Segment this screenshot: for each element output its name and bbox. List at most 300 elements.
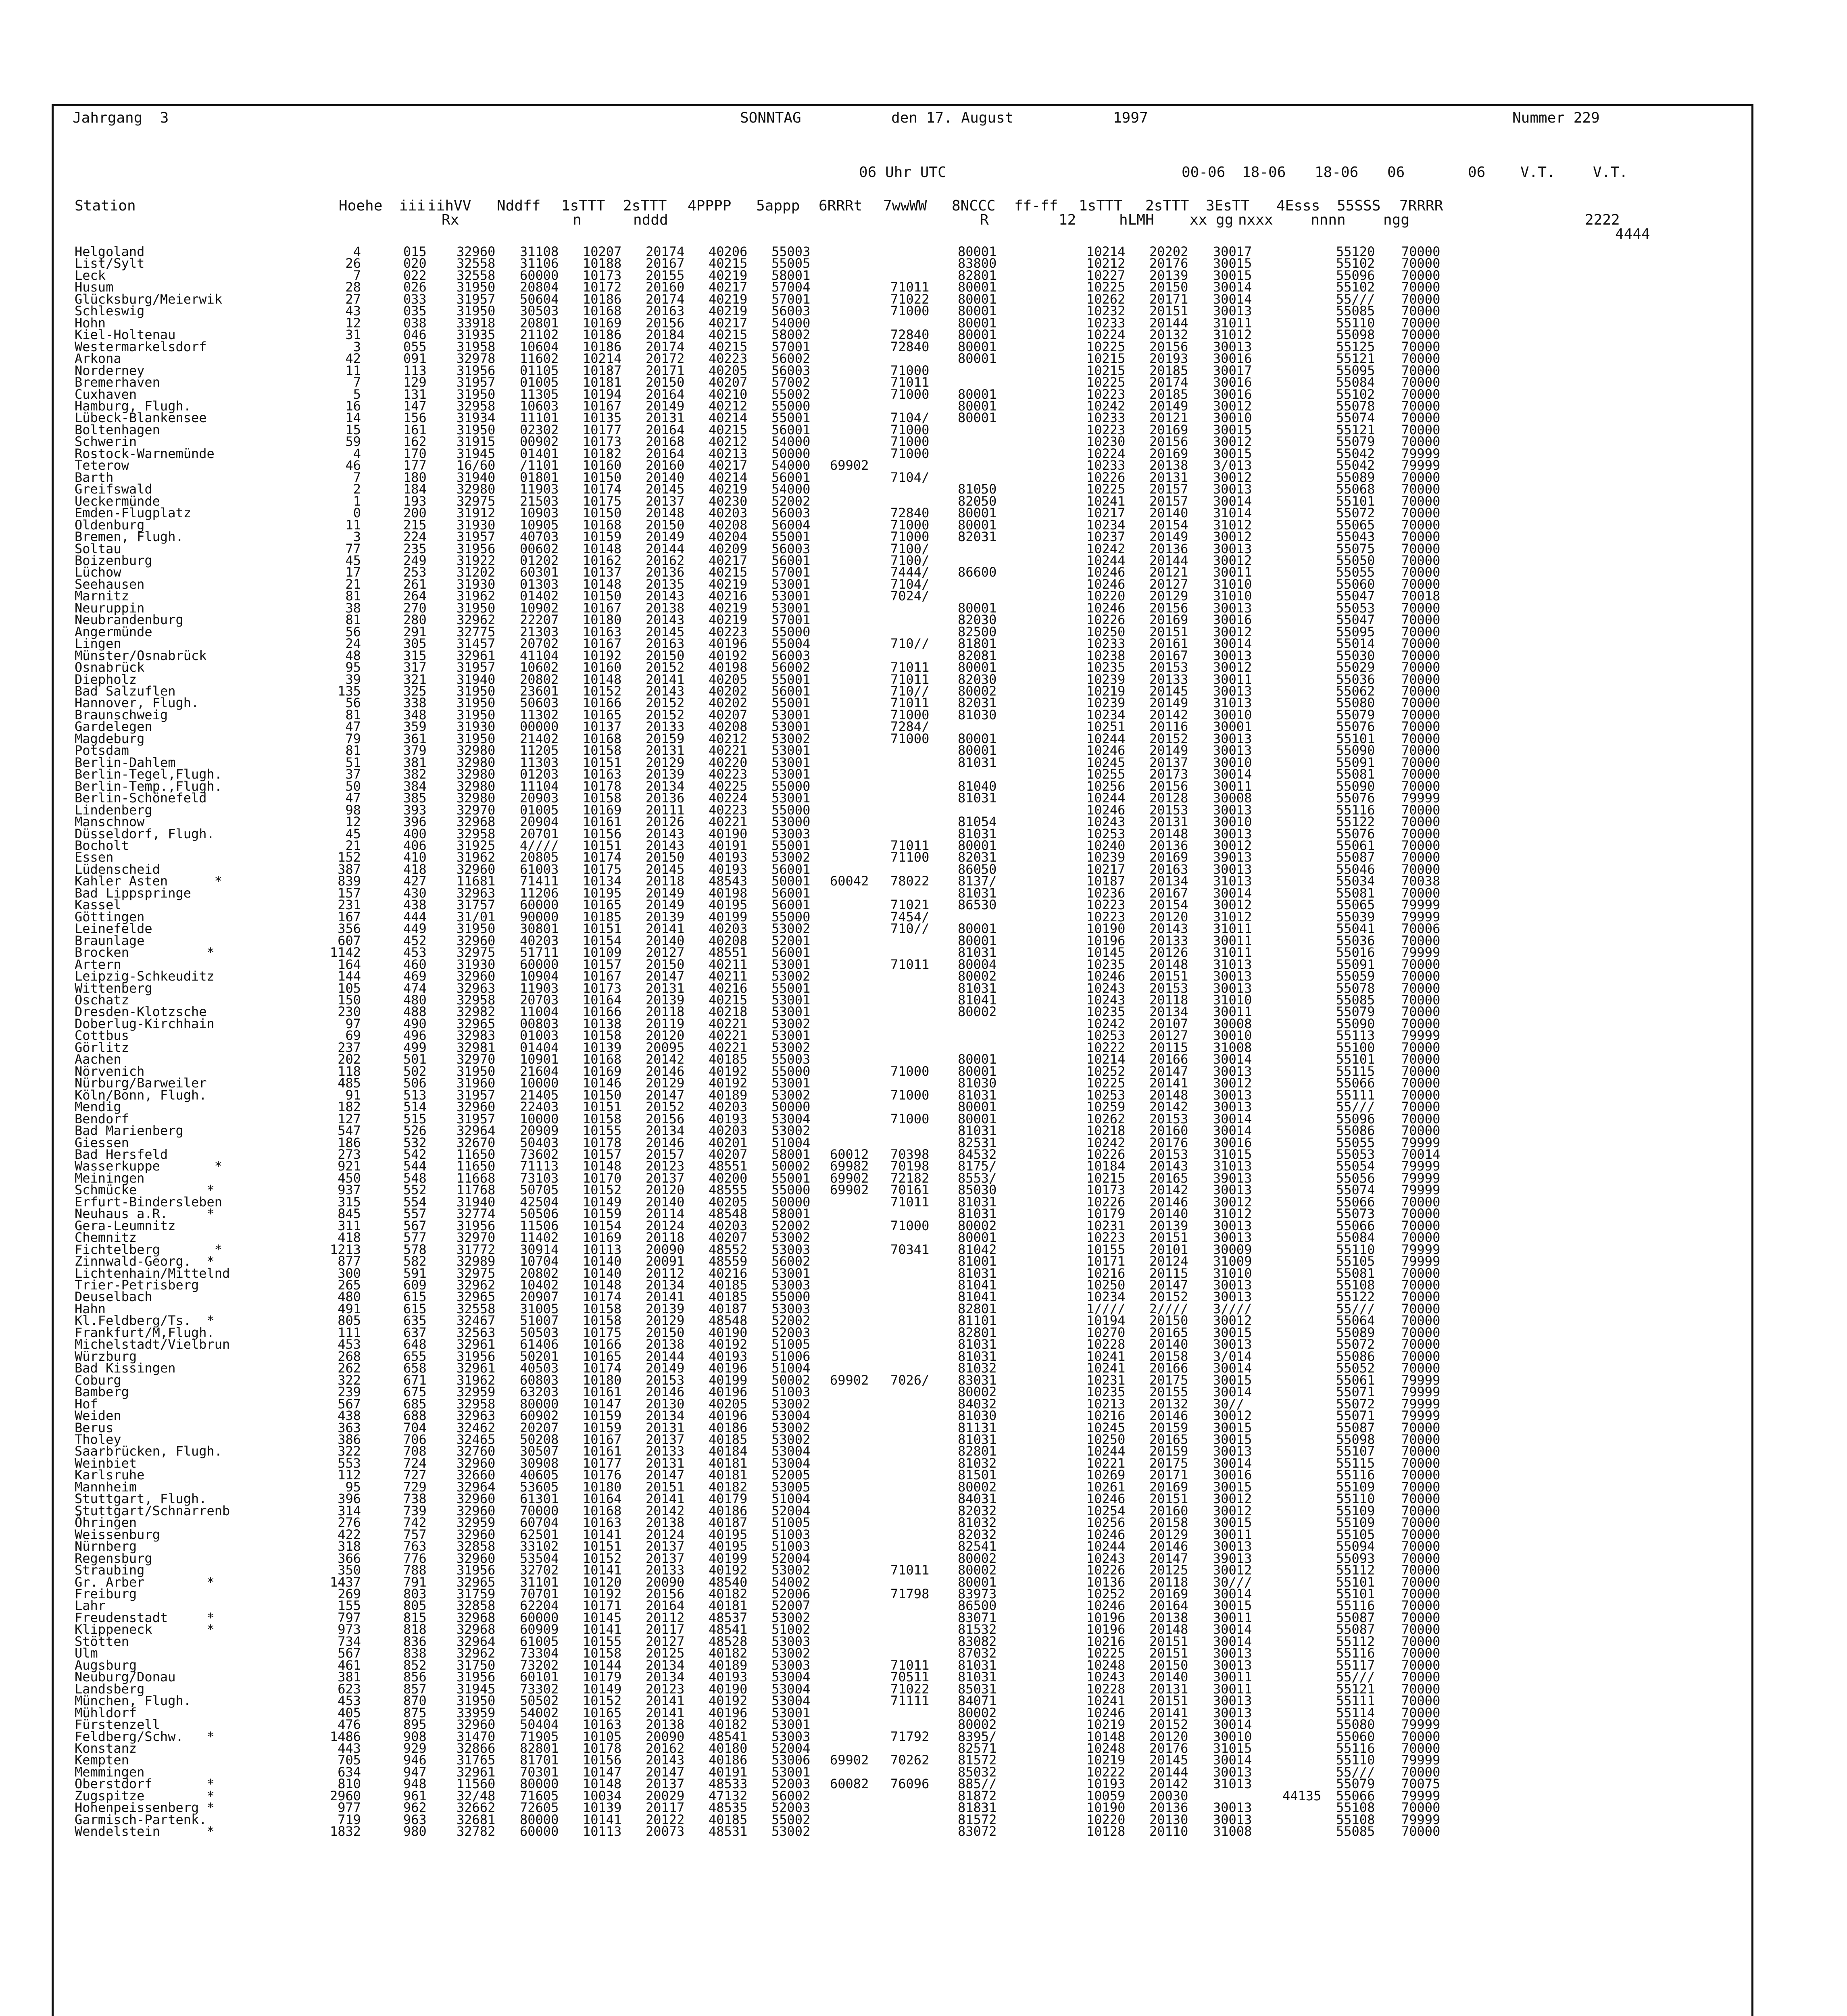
station-value: 20156	[1149, 339, 1188, 354]
station-value: 55087	[1336, 1622, 1375, 1637]
station-value: 30013	[1213, 980, 1252, 996]
station-value: 948	[403, 1776, 427, 1792]
station-value: 71011	[890, 279, 930, 295]
station-value: 79999	[1401, 458, 1440, 473]
station-value: 20128	[1149, 790, 1188, 806]
station-value: 31008	[1213, 1039, 1252, 1055]
station-value: 20138	[1149, 458, 1188, 473]
station-value: 98	[345, 802, 361, 818]
station-value: 239	[338, 1384, 361, 1400]
station-value: 262	[338, 1360, 361, 1376]
station-value: 32960	[457, 1455, 496, 1471]
station-value: 11506	[520, 1218, 559, 1233]
station-value: 20143	[646, 683, 685, 699]
station-name: Ulm	[75, 1645, 98, 1661]
station-value: 20157	[1149, 481, 1188, 497]
station-value: 30013	[1213, 1218, 1252, 1233]
station-value: 193	[403, 493, 427, 509]
station-value: 20118	[646, 1230, 685, 1245]
station-value: 937	[338, 1182, 361, 1198]
station-value: 39	[345, 671, 361, 687]
station-name: Schwerin	[75, 434, 137, 450]
station-value: 55095	[1336, 624, 1375, 639]
station-value: 31930	[457, 719, 496, 735]
station-value: 60301	[520, 564, 559, 580]
station-value: 55112	[1336, 1633, 1375, 1649]
station-value: 710//	[890, 683, 930, 699]
station-value: 20152	[646, 707, 685, 723]
station-value: 338	[403, 695, 427, 711]
station-value: 40182	[709, 1645, 748, 1661]
station-value: 20140	[646, 469, 685, 485]
station-value: 81801	[958, 636, 997, 652]
station-value: 71000	[890, 1087, 930, 1103]
station-value: 10233	[1086, 315, 1126, 331]
station-value: 10243	[1086, 814, 1126, 830]
station-value: 58001	[771, 1146, 811, 1162]
station-value: 20131	[1149, 469, 1188, 485]
station-value: 554	[403, 1194, 427, 1210]
station-value: 10151	[583, 1539, 622, 1554]
station-value: 70000	[520, 1503, 559, 1518]
station-value: 20148	[1149, 1087, 1188, 1103]
station-value: 20129	[646, 1313, 685, 1329]
station-value: 10239	[1086, 695, 1126, 711]
column-header: 7RRRR	[1399, 198, 1443, 214]
station-value: 10156	[583, 1752, 622, 1768]
station-value: 20120	[1149, 1729, 1188, 1744]
station-name: Wendelstein *	[75, 1824, 215, 1839]
station-value: 20133	[646, 1443, 685, 1459]
station-value: 10216	[1086, 1408, 1126, 1424]
station-value: 10246	[1086, 1705, 1126, 1720]
station-value: 70000	[1401, 1420, 1440, 1435]
station-value: 02302	[520, 422, 559, 437]
station-value: 856	[403, 1669, 427, 1685]
station-value: 20150	[1149, 279, 1188, 295]
station-value: 40205	[709, 1396, 748, 1412]
station-value: 47	[345, 719, 361, 735]
group-header: 18-06	[1315, 164, 1359, 181]
station-value: 20146	[646, 1384, 685, 1400]
station-value: 70000	[1401, 1491, 1440, 1507]
station-value: 71000	[890, 1063, 930, 1079]
station-value: 10192	[583, 648, 622, 663]
station-value: 30014	[1213, 1052, 1252, 1067]
station-name: Hamburg, Flugh.	[75, 398, 191, 414]
station-value: 40184	[709, 1443, 748, 1459]
station-value: 249	[403, 552, 427, 568]
station-value: 40205	[709, 362, 748, 378]
station-value: 264	[403, 588, 427, 604]
station-value: 81001	[958, 1254, 997, 1269]
station-value: 20149	[646, 398, 685, 414]
station-value: 20137	[646, 1432, 685, 1447]
station-value: 46	[345, 458, 361, 473]
station-value: 16/60	[457, 458, 496, 473]
station-value: 70511	[890, 1669, 930, 1685]
station-value: 20149	[646, 885, 685, 901]
station-value: 55055	[1336, 564, 1375, 580]
station-name: Trier-Petrisberg	[75, 1277, 199, 1293]
station-value: 55066	[1336, 1218, 1375, 1233]
station-value: 20142	[1149, 1182, 1188, 1198]
station-value: 10196	[1086, 933, 1126, 948]
station-value: 72182	[890, 1170, 930, 1186]
station-name: Karlsruhe	[75, 1467, 145, 1483]
station-value: 40192	[709, 1063, 748, 1079]
station-name: Bocholt	[75, 838, 129, 853]
station-value: 80001	[958, 386, 997, 402]
station-value: 54002	[520, 1705, 559, 1720]
station-value: 40199	[709, 909, 748, 925]
station-value: 20141	[646, 1491, 685, 1507]
station-value: 791	[403, 1574, 427, 1590]
station-value: 50002	[771, 1372, 811, 1388]
station-value: 80002	[958, 1384, 997, 1400]
column-header: 1sTTT	[561, 198, 605, 214]
station-value: 57001	[771, 612, 811, 628]
station-value: 70000	[1401, 303, 1440, 319]
station-value: 40218	[709, 1004, 748, 1020]
station-value: 10242	[1086, 541, 1126, 556]
station-value: 231	[338, 897, 361, 913]
station-value: 10244	[1086, 552, 1126, 568]
station-value: 10230	[1086, 434, 1126, 450]
station-value: 50503	[520, 1325, 559, 1340]
station-value: 32681	[457, 1812, 496, 1827]
station-value: 20150	[646, 1325, 685, 1340]
station-value: 10151	[583, 921, 622, 937]
station-name: Nörvenich	[75, 1063, 145, 1079]
station-value: 10215	[1086, 1170, 1126, 1186]
station-value: 20162	[646, 552, 685, 568]
station-value: 10156	[583, 826, 622, 841]
station-value: 10168	[583, 517, 622, 533]
station-value: 10159	[583, 1408, 622, 1424]
station-value: 32961	[457, 1764, 496, 1780]
station-value: 40203	[709, 1123, 748, 1139]
station-value: 30012	[1213, 1194, 1252, 1210]
station-value: 10604	[520, 339, 559, 354]
station-value: 53002	[771, 1396, 811, 1412]
station-value: 20903	[520, 790, 559, 806]
station-value: 10173	[583, 267, 622, 283]
station-value: 53002	[771, 1087, 811, 1103]
station-value: 20176	[1149, 256, 1188, 271]
station-value: 10167	[583, 1432, 622, 1447]
station-value: 71000	[890, 422, 930, 437]
station-value: 20165	[1149, 1325, 1188, 1340]
station-value: 70000	[1401, 564, 1440, 580]
station-value: 20116	[1149, 719, 1188, 735]
station-value: 10113	[583, 1824, 622, 1839]
station-value: 739	[403, 1503, 427, 1518]
station-value: 30013	[1213, 1443, 1252, 1459]
station-value: 53001	[771, 743, 811, 758]
station-value: 10223	[1086, 897, 1126, 913]
station-value: 908	[403, 1729, 427, 1744]
station-value: 946	[403, 1752, 427, 1768]
station-value: 40219	[709, 600, 748, 616]
station-value: 55116	[1336, 1467, 1375, 1483]
station-value: 57001	[771, 339, 811, 354]
station-value: 31935	[457, 327, 496, 343]
station-value: 30013	[1213, 1337, 1252, 1352]
station-value: 80001	[958, 1063, 997, 1079]
station-value: 31	[345, 327, 361, 343]
station-value: 53001	[771, 1265, 811, 1281]
station-value: 30013	[1213, 541, 1252, 556]
station-value: 55003	[771, 1052, 811, 1067]
station-value: 80001	[958, 505, 997, 521]
station-value: 20141	[646, 1693, 685, 1709]
station-value: 31950	[457, 695, 496, 711]
station-value: 70000	[1401, 422, 1440, 437]
station-value: 55///	[1336, 291, 1375, 307]
station-value: 81031	[958, 826, 997, 841]
station-value: 53004	[771, 1408, 811, 1424]
station-value: 30011	[1213, 564, 1252, 580]
station-value: 10169	[583, 315, 622, 331]
station-value: 20169	[1149, 446, 1188, 461]
station-name: Lübeck-Blankensee	[75, 410, 207, 426]
station-value: 438	[403, 897, 427, 913]
station-value: 10174	[583, 1289, 622, 1305]
station-value: 20207	[520, 1420, 559, 1435]
station-value: 167	[338, 909, 361, 925]
station-value: 70000	[1401, 1432, 1440, 1447]
station-value: 150	[338, 992, 361, 1008]
station-value: 20137	[646, 1550, 685, 1566]
station-value: 30012	[1213, 1491, 1252, 1507]
station-value: 11302	[520, 707, 559, 723]
station-value: 30013	[1213, 1099, 1252, 1115]
station-value: 10148	[583, 1277, 622, 1293]
station-value: 20122	[646, 1812, 685, 1827]
station-value: 962	[403, 1800, 427, 1816]
station-value: 40215	[709, 256, 748, 271]
station-value: 727	[403, 1467, 427, 1483]
station-value: 22403	[520, 1099, 559, 1115]
station-value: 55076	[1336, 790, 1375, 806]
station-value: 81031	[958, 1669, 997, 1685]
station-value: 10186	[583, 339, 622, 354]
station-name: Teterow	[75, 458, 129, 473]
station-value: 55111	[1336, 1087, 1375, 1103]
station-value: 10221	[1086, 1455, 1126, 1471]
station-value: 55001	[771, 671, 811, 687]
station-value: 582	[403, 1254, 427, 1269]
station-value: 113	[403, 362, 427, 378]
column-subheader: 4444	[1615, 226, 1650, 242]
station-value: 81030	[958, 1408, 997, 1424]
station-value: 10157	[583, 1146, 622, 1162]
station-value: 81031	[958, 1348, 997, 1364]
station-value: 20115	[1149, 1039, 1188, 1055]
station-value: 55056	[1336, 1170, 1375, 1186]
station-value: 56004	[771, 517, 811, 533]
station-value: 70000	[1401, 1669, 1440, 1685]
station-value: 55002	[771, 1812, 811, 1827]
station-value: 50002	[771, 1158, 811, 1174]
station-value: 80000	[520, 1776, 559, 1792]
station-value: 20131	[646, 1420, 685, 1435]
station-name: Berlin-Temp.,Flugh.	[75, 778, 223, 794]
station-value: 200	[403, 505, 427, 521]
station-value: 548	[403, 1170, 427, 1186]
station-value: 11205	[520, 743, 559, 758]
station-value: 00602	[520, 541, 559, 556]
station-value: 20151	[1149, 1693, 1188, 1709]
station-value: 30014	[1213, 1111, 1252, 1127]
station-value: 40223	[709, 802, 748, 818]
station-value: 70000	[1401, 850, 1440, 865]
station-value: 48559	[709, 1254, 748, 1269]
station-value: 32960	[457, 1099, 496, 1115]
station-value: 70000	[1401, 1467, 1440, 1483]
station-value: 10150	[583, 1087, 622, 1103]
station-value: 70000	[1401, 1562, 1440, 1578]
station-value: 55112	[1336, 1562, 1375, 1578]
station-value: 10220	[1086, 1812, 1126, 1827]
station-value: 50208	[520, 1432, 559, 1447]
station-value: 70341	[890, 1241, 930, 1257]
station-value: 31956	[457, 1562, 496, 1578]
station-value: 10223	[1086, 909, 1126, 925]
station-value: 10245	[1086, 1420, 1126, 1435]
station-value: 70000	[1401, 1360, 1440, 1376]
station-value: 55061	[1336, 838, 1375, 853]
station-value: 61005	[520, 1633, 559, 1649]
station-value: 31950	[457, 731, 496, 746]
station-value: 80001	[958, 838, 997, 853]
station-value: 55052	[1336, 1360, 1375, 1376]
station-value: 86500	[958, 1598, 997, 1614]
station-value: 10059	[1086, 1788, 1126, 1804]
station-value: 506	[403, 1075, 427, 1091]
station-value: 10246	[1086, 743, 1126, 758]
column-header: 8NCCC	[952, 198, 996, 214]
station-value: 10168	[583, 1052, 622, 1067]
station-value: 53002	[771, 1016, 811, 1031]
station-value: 70000	[1401, 291, 1440, 307]
station-name: Stötten	[75, 1633, 129, 1649]
station-name: Stuttgart/Schnarrenb	[75, 1503, 230, 1518]
station-value: 55087	[1336, 850, 1375, 865]
station-value: 40208	[709, 517, 748, 533]
station-value: 56001	[771, 897, 811, 913]
station-value: 01402	[520, 588, 559, 604]
station-name: Neuruppin	[75, 600, 145, 616]
station-value: 20801	[520, 315, 559, 331]
station-value: 60000	[520, 1610, 559, 1625]
station-value: 2960	[329, 1788, 361, 1804]
station-value: 81532	[958, 1622, 997, 1637]
station-value: 20147	[646, 968, 685, 984]
station-value: 10147	[583, 1396, 622, 1412]
station-name: Doberlug-Kirchhain	[75, 1016, 215, 1031]
station-value: 742	[403, 1515, 427, 1531]
station-value: 55120	[1336, 244, 1375, 259]
station-value: 81032	[958, 1515, 997, 1531]
station-value: 818	[403, 1622, 427, 1637]
station-value: 20163	[1149, 861, 1188, 877]
station-value: 20138	[646, 1337, 685, 1352]
station-value: 20137	[646, 1170, 685, 1186]
station-value: 61406	[520, 1337, 559, 1352]
station-value: 474	[403, 980, 427, 996]
station-value: 55109	[1336, 1479, 1375, 1495]
station-value: 81831	[958, 1800, 997, 1816]
station-value: 40210	[709, 386, 748, 402]
station-value: 10168	[583, 303, 622, 319]
station-value: 40217	[709, 279, 748, 295]
station-value: 20160	[646, 458, 685, 473]
station-value: 20146	[646, 1063, 685, 1079]
station-value: 31962	[457, 588, 496, 604]
station-value: 20152	[646, 660, 685, 675]
station-value: 79999	[1401, 1241, 1440, 1257]
station-value: 52003	[771, 1776, 811, 1792]
station-value: 385	[403, 790, 427, 806]
station-value: 30012	[1213, 552, 1252, 568]
station-value: 20151	[1149, 624, 1188, 639]
station-value: 55090	[1336, 778, 1375, 794]
station-value: 32965	[457, 1289, 496, 1305]
station-value: 50000	[771, 446, 811, 461]
station-value: 55000	[771, 802, 811, 818]
station-value: 55042	[1336, 446, 1375, 461]
station-value: 10190	[1086, 921, 1126, 937]
station-value: 30016	[1213, 1467, 1252, 1483]
station-value: 10188	[583, 256, 622, 271]
column-header: 4PPPP	[688, 198, 732, 214]
station-value: 40219	[709, 291, 748, 307]
station-value: 10178	[583, 1135, 622, 1150]
station-value: 71000	[890, 1111, 930, 1127]
station-value: 10151	[583, 838, 622, 853]
station-name: Ueckermünde	[75, 493, 160, 509]
station-value: 55001	[771, 980, 811, 996]
station-value: 32980	[457, 766, 496, 782]
station-value: 30013	[1213, 1182, 1252, 1198]
station-value: 52004	[771, 1503, 811, 1518]
station-name: Klippeneck *	[75, 1622, 215, 1637]
station-value: 20149	[646, 1360, 685, 1376]
station-value: 10135	[583, 410, 622, 426]
station-value: 30011	[1213, 1681, 1252, 1697]
station-value: 10175	[583, 1325, 622, 1340]
station-value: 80001	[958, 743, 997, 758]
station-value: 32/48	[457, 1788, 496, 1804]
station-value: 30013	[1213, 303, 1252, 319]
station-value: 20165	[1149, 1170, 1188, 1186]
station-value: 31010	[1213, 992, 1252, 1008]
station-value: 69982	[830, 1158, 869, 1174]
station-value: 10244	[1086, 1539, 1126, 1554]
station-value: 82031	[958, 850, 997, 865]
station-value: 20119	[646, 1016, 685, 1031]
station-value: 20164	[646, 386, 685, 402]
station-value: 10223	[1086, 1230, 1126, 1245]
station-value: 55101	[1336, 1052, 1375, 1067]
station-value: 30017	[1213, 362, 1252, 378]
station-value: 2////	[1149, 1301, 1188, 1316]
station-value: 7	[353, 375, 361, 390]
station-value: 70301	[520, 1764, 559, 1780]
station-value: 20118	[1149, 1574, 1188, 1590]
